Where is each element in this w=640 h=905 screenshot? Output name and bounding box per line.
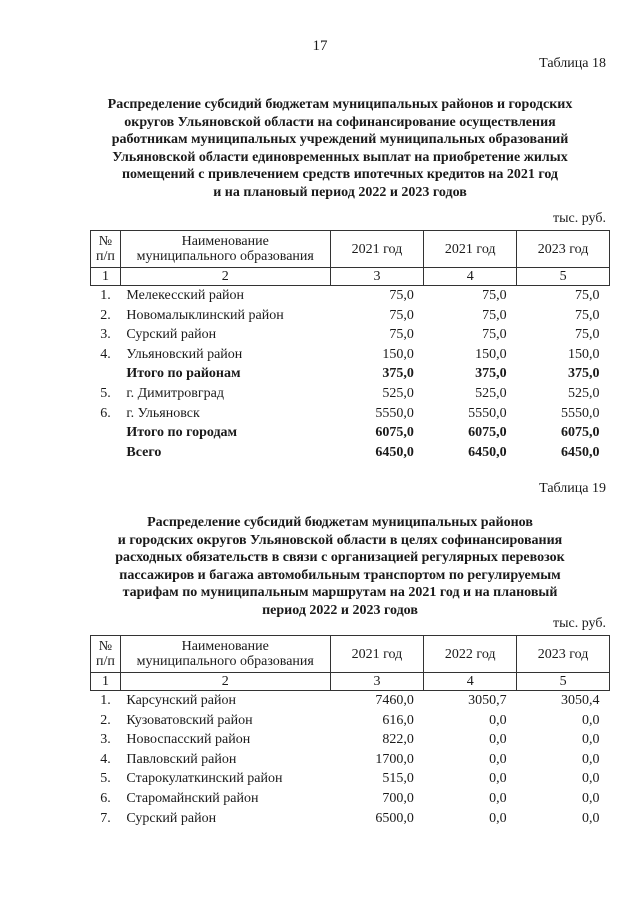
row-value-col3: 7460,0	[375, 693, 414, 708]
table-row	[91, 384, 610, 404]
row-value-col3: 75,0	[389, 327, 414, 343]
header-year: 2021 год	[330, 231, 424, 268]
row-value-col3: 515,0	[382, 771, 414, 787]
row-name: Всего	[126, 444, 162, 460]
index-cell: 3	[330, 673, 424, 691]
row-value-col4: 75,0	[482, 327, 507, 343]
row-name: Павловский район	[126, 751, 237, 767]
row-value-col5: 75,0	[575, 307, 600, 323]
row-number	[91, 443, 121, 463]
row-value-col4: 0,0	[489, 751, 507, 767]
row-name: Мелекесский район	[126, 288, 245, 303]
page-number: 17	[312, 38, 328, 54]
row-number: 3.	[100, 732, 111, 748]
table-row	[91, 443, 610, 463]
header-num	[91, 636, 121, 673]
table-index-row	[91, 268, 610, 286]
header-name-line: Наименование	[181, 639, 269, 654]
title-line: пассажиров и багажа автомобильным транспортом по регулируемым	[119, 567, 561, 583]
header-name	[120, 231, 330, 268]
header-name-line: муниципального образования	[136, 654, 314, 669]
row-value-col5: 0,0	[582, 771, 600, 787]
row-value-col3: 75,0	[389, 288, 414, 303]
row-value-col3: 6075,0	[375, 425, 414, 441]
row-number: 3.	[100, 327, 111, 343]
row-value-col5: 0,0	[582, 712, 600, 728]
row-value-col3: 375,0	[382, 366, 414, 382]
row-value-col4: 0,0	[489, 790, 507, 806]
title-line: период 2022 и 2023 годов	[262, 602, 418, 618]
index-cell: 5	[517, 673, 610, 691]
row-value-col4: 375,0	[475, 366, 507, 382]
row-number: 6.	[100, 405, 111, 421]
title-line: расходных обязательств в связи с организацией регулярных перевозок	[115, 550, 565, 565]
row-value-col5: 150,0	[568, 346, 600, 362]
row-number: 6.	[100, 790, 111, 806]
row-value-col4: 75,0	[482, 288, 507, 303]
table-row	[91, 711, 610, 731]
header-year: 2023 год	[517, 231, 610, 268]
row-number: 2.	[100, 712, 111, 728]
row-number	[91, 423, 121, 443]
table-row	[91, 750, 610, 770]
title-line: и на плановый период 2022 и 2023 годов	[213, 184, 467, 200]
table-row	[91, 364, 610, 384]
row-number: 4.	[100, 751, 111, 767]
table-18-units: тыс. руб.	[553, 211, 606, 226]
header-num	[91, 231, 121, 268]
row-value-col3: 1700,0	[375, 751, 414, 767]
row-value-col4: 3050,7	[468, 693, 507, 708]
row-number: 1.	[100, 693, 111, 708]
index-cell: 3	[330, 268, 424, 286]
table-row	[91, 325, 610, 345]
table-row	[91, 404, 610, 424]
header-name	[120, 636, 330, 673]
table-19-units: тыс. руб.	[553, 616, 606, 631]
table-row	[91, 789, 610, 809]
row-number: 7.	[100, 810, 111, 826]
row-value-col3: 6450,0	[375, 444, 414, 460]
row-name: Итого по городам	[126, 425, 238, 441]
table-19	[90, 635, 610, 828]
table-19-title	[70, 514, 610, 619]
index-cell: 2	[120, 268, 330, 286]
row-value-col5: 3050,4	[561, 693, 600, 708]
row-value-col4: 6075,0	[468, 425, 507, 441]
header-year: 2021 год	[424, 231, 517, 268]
row-name: Новоспасский район	[126, 732, 251, 748]
row-name: Итого по районам	[126, 366, 241, 382]
header-year: 2022 год	[424, 636, 517, 673]
row-number: 2.	[100, 307, 111, 323]
title-line: Распределение субсидий бюджетам муниципальных районов и городских	[107, 97, 573, 112]
table-row	[91, 809, 610, 829]
index-cell: 5	[517, 268, 610, 286]
table-19-label: Таблица 19	[539, 481, 606, 496]
index-cell: 4	[424, 673, 517, 691]
table-index-row	[91, 673, 610, 691]
row-value-col4: 150,0	[475, 346, 507, 362]
title-line: Ульяновской области единовременных выплат на приобретение жилых	[112, 149, 568, 165]
row-value-col4: 525,0	[475, 385, 507, 401]
table-header-row	[91, 231, 610, 268]
row-value-col5: 0,0	[582, 732, 600, 748]
row-value-col5: 6450,0	[561, 444, 600, 460]
table-row	[91, 769, 610, 789]
row-name: Ульяновский район	[126, 346, 243, 362]
row-number: 4.	[100, 346, 111, 362]
row-value-col5: 75,0	[575, 288, 600, 303]
table-18-title	[70, 96, 610, 201]
index-cell: 2	[120, 673, 330, 691]
header-num-line: п/п	[96, 249, 115, 264]
row-value-col3: 525,0	[382, 385, 414, 401]
header-num-line: №	[98, 639, 113, 654]
row-value-col3: 822,0	[382, 732, 414, 748]
row-name: Кузоватовский район	[126, 712, 253, 728]
table-row	[91, 730, 610, 750]
row-value-col4: 5550,0	[468, 405, 507, 421]
row-name: г. Ульяновск	[126, 405, 200, 421]
row-value-col5: 375,0	[568, 366, 600, 382]
row-name: Старокулаткинский район	[126, 771, 283, 787]
row-name: Сурский район	[126, 810, 217, 826]
title-line: работникам муниципальных учреждений муниципальных образований	[111, 132, 569, 147]
row-name: Сурский район	[126, 327, 217, 343]
table-row	[91, 286, 610, 306]
row-value-col3: 700,0	[382, 790, 414, 806]
row-value-col3: 5550,0	[375, 405, 414, 421]
row-value-col5: 5550,0	[561, 405, 600, 421]
row-name: Новомалыклинский район	[126, 307, 284, 323]
row-name: г. Димитровград	[126, 385, 224, 401]
table-header-row	[91, 636, 610, 673]
index-cell: 1	[91, 673, 121, 691]
header-year: 2023 год	[517, 636, 610, 673]
index-cell: 4	[424, 268, 517, 286]
row-value-col4: 0,0	[489, 810, 507, 826]
row-value-col5: 0,0	[582, 751, 600, 767]
header-year: 2021 год	[330, 636, 424, 673]
title-line: помещений с привлечением средств ипотечных кредитов на 2021 год	[121, 167, 559, 182]
row-value-col3: 6500,0	[375, 810, 414, 826]
row-number	[91, 364, 121, 384]
row-value-col4: 0,0	[489, 712, 507, 728]
header-name-line: Наименование	[181, 234, 269, 249]
row-value-col5: 6075,0	[561, 425, 600, 441]
header-num-line: №	[98, 234, 113, 249]
row-value-col3: 150,0	[382, 346, 414, 362]
row-value-col5: 525,0	[568, 385, 600, 401]
table-18-label: Таблица 18	[539, 56, 606, 71]
row-value-col4: 6450,0	[468, 444, 507, 460]
header-name-line: муниципального образования	[136, 249, 314, 264]
row-number: 5.	[100, 771, 111, 787]
row-value-col5: 0,0	[582, 790, 600, 806]
table-row	[91, 345, 610, 365]
table-row	[91, 691, 610, 711]
title-line: и городских округов Ульяновской области в целях софинансирования	[117, 532, 563, 548]
index-cell: 1	[91, 268, 121, 286]
row-value-col4: 75,0	[482, 307, 507, 323]
title-line: Распределение субсидий бюджетам муниципальных районов	[147, 515, 533, 530]
table-row	[91, 423, 610, 443]
header-num-line: п/п	[96, 654, 115, 669]
table-18	[90, 230, 610, 462]
title-line: округов Ульяновской области на софинансирование осуществления	[124, 114, 556, 130]
table-row	[91, 306, 610, 326]
row-number: 1.	[100, 288, 111, 303]
row-name: Карсунский район	[126, 693, 237, 708]
row-value-col3: 616,0	[382, 712, 414, 728]
row-value-col4: 0,0	[489, 771, 507, 787]
row-value-col5: 75,0	[575, 327, 600, 343]
row-name: Старомайнский район	[126, 790, 259, 806]
row-number: 5.	[100, 385, 111, 401]
row-value-col4: 0,0	[489, 732, 507, 748]
title-line: тарифам по муниципальным маршрутам на 2021 год и на плановый	[122, 585, 558, 600]
row-value-col3: 75,0	[389, 307, 414, 323]
row-value-col5: 0,0	[582, 810, 600, 826]
